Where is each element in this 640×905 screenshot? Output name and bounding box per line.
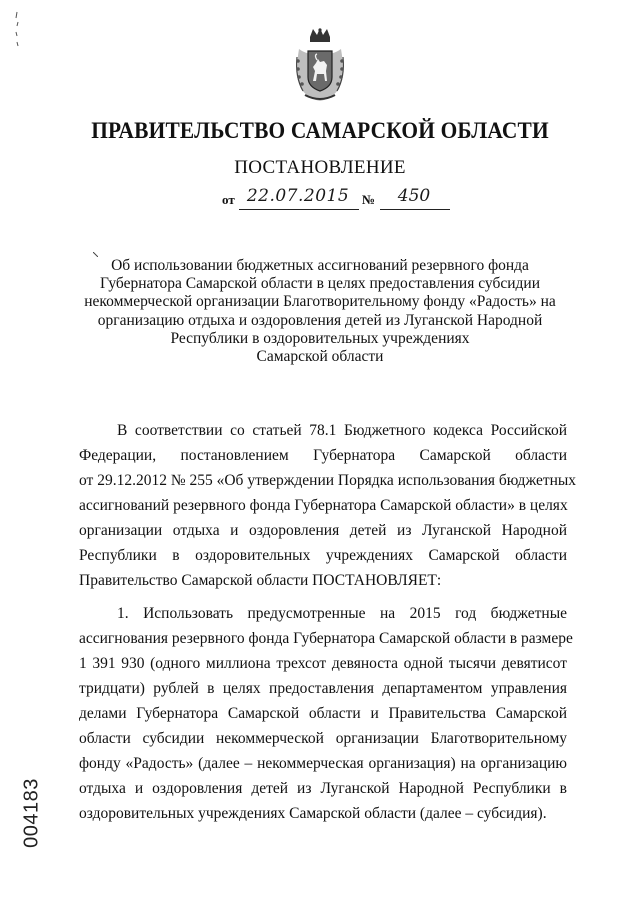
- body-line: В соответствии со статьей 78.1 Бюджетного кодекса Российской: [117, 422, 567, 439]
- handwritten-date: 22.07.2015: [246, 186, 350, 206]
- coat-of-arms-icon: [293, 27, 347, 103]
- item-line: делами Губернатора Самарской области и Правительства Самарской: [79, 705, 567, 722]
- body-line: организации отдыха и оздоровления детей из Луганской Народной: [79, 522, 567, 539]
- item-line: отдыха и оздоровления детей из Луганской Народной Республики в: [79, 780, 567, 797]
- item-line: оздоровительных учреждениях Самарской области (далее – субсидия).: [79, 805, 547, 822]
- document-subject: [0, 257, 640, 366]
- item-line: тридцати) рублей в целях предоставления департаментом управления: [79, 680, 567, 697]
- item-line: фонду «Радость» (далее – некоммерческая организация) на организацию: [79, 755, 567, 772]
- body-line: ассигнований резервного фонда Губернатора Самарской области» в целях: [79, 497, 568, 514]
- registration-number-stamp: [14, 770, 50, 856]
- registration-number: 004183: [20, 778, 43, 848]
- subject-line: Об использовании бюджетных ассигнований резервного фонда: [111, 257, 529, 274]
- item-line: области субсидии некоммерческой организации Благотворительному: [79, 730, 567, 747]
- body-line: Правительство Самарской области ПОСТАНОВЛЯЕТ:: [79, 572, 442, 589]
- number-underline: [380, 209, 450, 210]
- date-prefix: от: [222, 192, 235, 207]
- subject-line: Самарской области: [256, 348, 384, 366]
- item-line: ассигнования резервного фонда Губернатора Самарской области в размере: [79, 630, 573, 647]
- item-line: 1 391 930 (одного миллиона трехсот девяноста одной тысячи девятисот: [79, 655, 567, 672]
- handwritten-number: 450: [397, 186, 431, 206]
- body-line: Республики в оздоровительных учреждениях Самарской области: [79, 547, 567, 564]
- date-underline: [239, 209, 359, 210]
- body-line: Федерации, постановлением Губернатора Самарской области: [79, 447, 567, 464]
- org-title: ПРАВИТЕЛЬСТВО САМАРСКОЙ ОБЛАСТИ: [91, 118, 549, 143]
- document-type: ПОСТАНОВЛЕНИЕ: [234, 157, 406, 178]
- item-line: 1. Использовать предусмотренные на 2015 год бюджетные: [117, 605, 567, 622]
- subject-line: некоммерческой организации Благотворительному фонду «Радость» на: [84, 293, 556, 311]
- subject-line: организацию отдыха и оздоровления детей из Луганской Народной: [97, 311, 543, 329]
- number-label: №: [362, 192, 376, 207]
- body-line: от 29.12.2012 № 255 «Об утверждении Порядка использования бюджетных: [79, 472, 577, 489]
- date-number-line: [222, 186, 452, 212]
- subject-line: Губернатора Самарской области в целях предоставления субсидии: [99, 275, 540, 293]
- margin-mark-icon: [12, 10, 22, 50]
- subject-line: Республики в оздоровительных учреждениях: [170, 329, 470, 347]
